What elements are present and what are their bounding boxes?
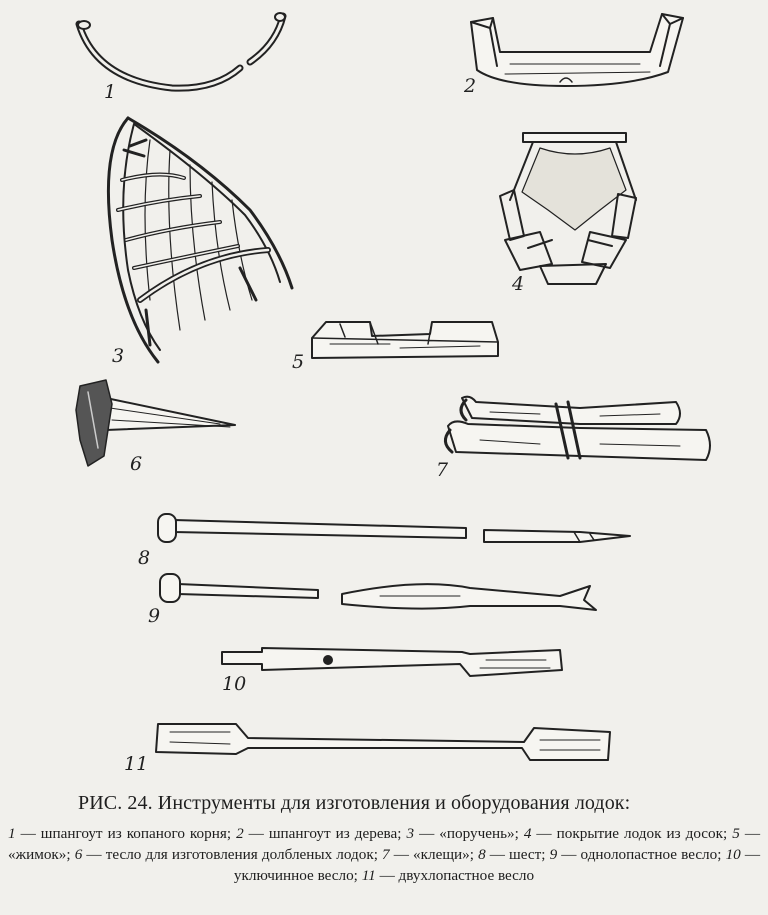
legend-dash: — (740, 846, 761, 863)
label-3: 3 (112, 345, 125, 367)
root-frame-drawing (78, 13, 285, 88)
legend-num: 9 (549, 846, 558, 863)
legend-item (478, 846, 550, 863)
legend-num: 2 (236, 825, 244, 842)
tongs-drawing (445, 397, 710, 460)
legend-text: тесло для изготовления долбленых лодок; (105, 846, 383, 863)
legend-item (75, 846, 382, 863)
label-5: 5 (292, 351, 305, 373)
label-4: 4 (512, 273, 525, 295)
legend-item (362, 867, 534, 884)
legend-text: покрытие лодок из досок; (556, 825, 733, 842)
legend-text: «жимок»; (8, 846, 75, 863)
legend-dash: — (82, 846, 106, 863)
legend-text: шпангоут из копаного корня; (40, 825, 237, 842)
figure-caption (0, 790, 768, 915)
legend-dash: — (739, 825, 761, 842)
label-2: 2 (464, 75, 477, 97)
single-blade-paddle-drawing (160, 574, 596, 610)
legend-dash: — (557, 846, 581, 863)
label-9: 9 (148, 605, 161, 627)
legend-num: 8 (478, 846, 486, 863)
legend-item (550, 846, 726, 863)
clamp-block-drawing (312, 322, 498, 358)
legend-item (407, 825, 524, 842)
legend-text: шпангоут из дерева; (268, 825, 407, 842)
legend-item (524, 825, 732, 842)
legend-dash: — (531, 825, 557, 842)
legend-dash: — (389, 846, 414, 863)
caption-legend (8, 823, 760, 886)
legend-num: 4 (523, 825, 532, 842)
legend-dash: — (485, 846, 510, 863)
legend-text: «клещи»; (413, 846, 479, 863)
legend-num: 7 (382, 846, 390, 863)
label-7: 7 (436, 459, 449, 481)
legend-num: 5 (732, 825, 740, 842)
legend-text: однолопастное весло; (580, 846, 726, 863)
legend-item (8, 825, 236, 842)
legend-num: 1 (8, 825, 16, 842)
legend-num: 11 (361, 867, 376, 884)
caption-title: РИС. 24. Инструменты для изготовления и оборудования лодок: (78, 792, 631, 814)
adze-drawing (76, 380, 235, 466)
legend-text: двухлопастное весло (398, 867, 535, 884)
legend-text: уключинное весло; (233, 867, 362, 884)
legend-num: 10 (725, 846, 741, 863)
label-10: 10 (222, 673, 247, 695)
oarlock-oar-drawing (222, 648, 562, 676)
wooden-frame-drawing (471, 14, 683, 86)
boat-bow-drawing (108, 118, 292, 362)
legend-dash: — (414, 825, 440, 842)
legend-dash: — (375, 867, 399, 884)
legend-item (382, 846, 478, 863)
legend-num: 3 (406, 825, 415, 842)
label-8: 8 (138, 547, 151, 569)
legend-item (236, 825, 406, 842)
label-11: 11 (124, 753, 149, 775)
double-blade-paddle-drawing (156, 724, 610, 760)
pole-drawing (158, 514, 630, 542)
label-6: 6 (130, 453, 143, 475)
label-1: 1 (104, 81, 117, 103)
plank-covering-drawing (500, 133, 636, 284)
legend-dash: — (243, 825, 269, 842)
legend-text: шест; (509, 846, 550, 863)
legend-dash: — (15, 825, 41, 842)
legend-num: 6 (74, 846, 83, 863)
legend-text: «поручень»; (439, 825, 524, 842)
